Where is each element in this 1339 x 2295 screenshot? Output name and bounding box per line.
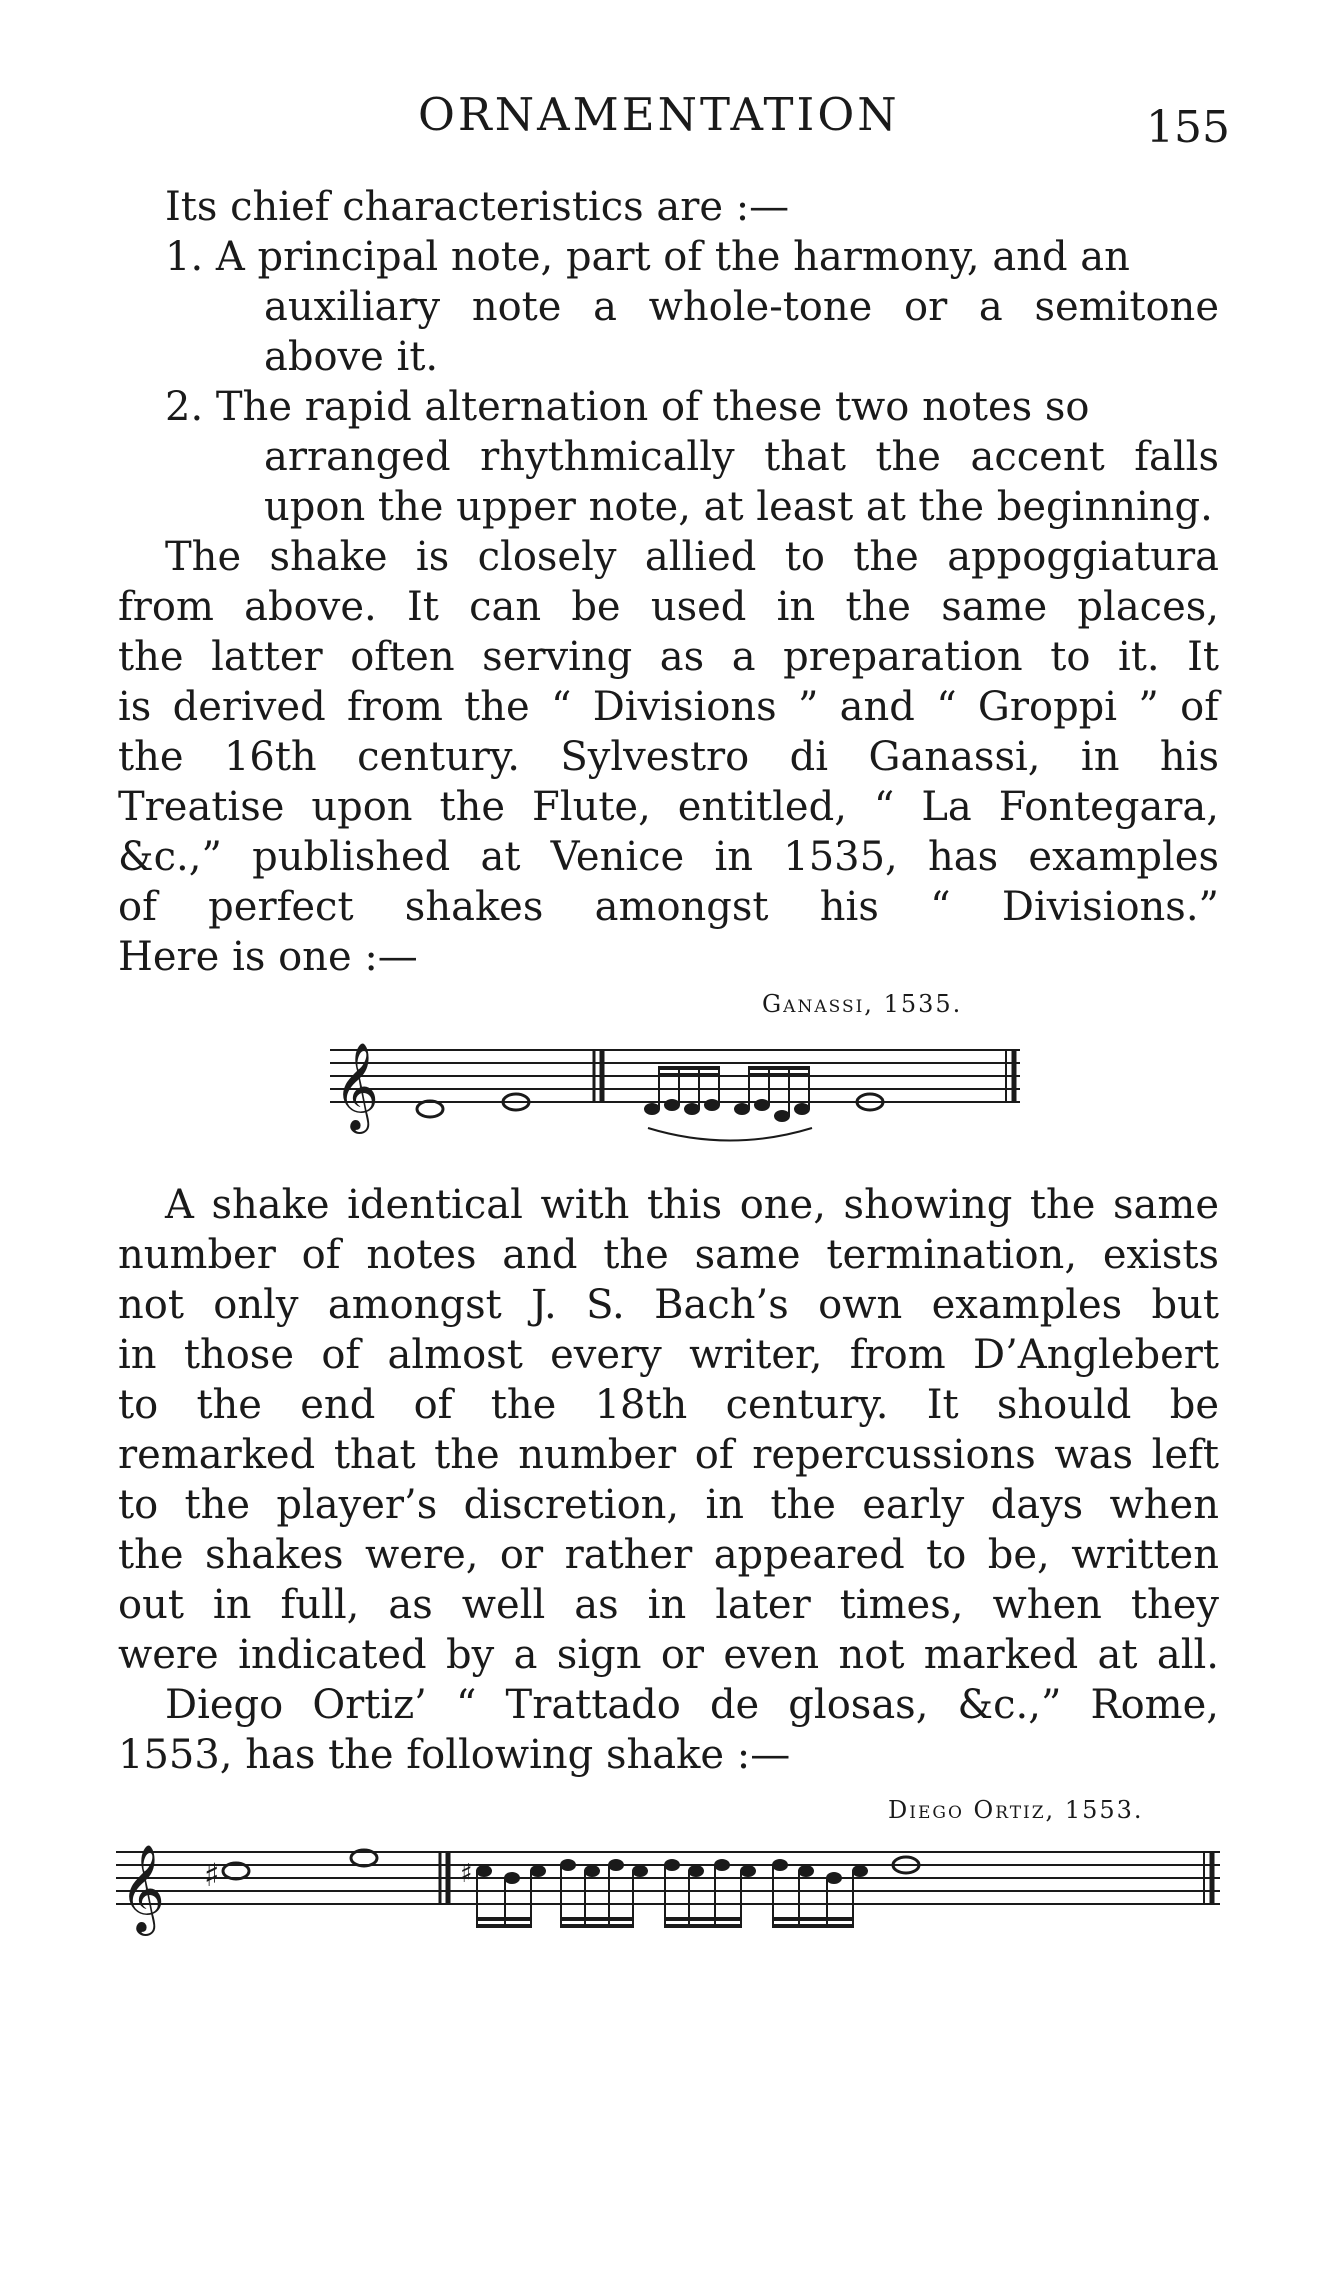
paragraph-line: &c.,” published at Venice in 1535, has examples — [118, 834, 1219, 880]
list-item-1-line-1: 1. A principal note, part of the harmony, and an — [165, 234, 1130, 280]
whole-note — [417, 1101, 443, 1117]
example-caption-ortiz: Diego Ortiz, 1553. — [888, 1796, 1144, 1824]
note-head — [852, 1865, 868, 1877]
note-head — [664, 1859, 680, 1871]
note-head — [688, 1865, 704, 1877]
list-item-2-line-1: 2. The rapid alternation of these two notes so — [165, 384, 1090, 430]
note-head — [772, 1859, 788, 1871]
note-head — [684, 1103, 700, 1115]
music-example-ortiz — [116, 1838, 1220, 1958]
paragraph-line: not only amongst J. S. Bach’s own examples but — [118, 1282, 1219, 1328]
paragraph-line: to the end of the 18th century. It should be — [118, 1382, 1219, 1428]
note-head — [584, 1865, 600, 1877]
paragraph-line: out in full, as well as in later times, when they — [118, 1582, 1219, 1628]
treble-clef-icon: 𝄞 — [120, 1843, 165, 1932]
note-head — [476, 1865, 492, 1877]
intro-line: Its chief characteristics are :— — [165, 184, 790, 230]
paragraph-line: of perfect shakes amongst his “ Divisions.” — [118, 884, 1219, 930]
paragraph-line: 1553, has the following shake :— — [118, 1732, 791, 1778]
paragraph-line: the latter often serving as a preparation to it. It — [118, 634, 1219, 680]
slur — [648, 1128, 812, 1141]
paragraph-line: Here is one :— — [118, 934, 418, 980]
note-head — [740, 1865, 756, 1877]
paragraph-line: is derived from the “ Divisions ” and “ Groppi ” of — [118, 684, 1219, 730]
note-head — [826, 1872, 842, 1884]
paragraph-line: in those of almost every writer, from D’Anglebert — [118, 1332, 1219, 1378]
treble-clef-icon: 𝄞 — [334, 1041, 379, 1130]
paragraph-line: The shake is closely allied to the appoggiatura — [165, 534, 1219, 580]
page-number: 155 — [1146, 102, 1230, 153]
note-head — [774, 1110, 790, 1122]
note-head — [664, 1099, 680, 1111]
paragraph-line: number of notes and the same termination, exists — [118, 1232, 1219, 1278]
sharp-icon: ♯ — [204, 1856, 220, 1894]
sixteenth-note-run — [460, 1859, 868, 1926]
example-caption-ganassi: Ganassi, 1535. — [762, 990, 963, 1018]
note-head — [714, 1859, 730, 1871]
paragraph-line: were indicated by a sign or even not marked at all. — [118, 1632, 1219, 1678]
paragraph-line: from above. It can be used in the same places, — [118, 584, 1219, 630]
sharp-icon: ♯ — [460, 1859, 473, 1889]
note-head — [644, 1103, 660, 1115]
sixteenth-note-run — [644, 1068, 812, 1141]
note-head — [608, 1859, 624, 1871]
paragraph-line: to the player’s discretion, in the early days when — [118, 1482, 1219, 1528]
music-example-ganassi — [330, 1028, 1020, 1168]
note-head — [798, 1865, 814, 1877]
paragraph-line: the shakes were, or rather appeared to be, written — [118, 1532, 1219, 1578]
paragraph-line: Diego Ortiz’ “ Trattado de glosas, &c.,” Rome, — [165, 1682, 1219, 1728]
note-head — [734, 1103, 750, 1115]
note-head — [560, 1859, 576, 1871]
note-head — [794, 1103, 810, 1115]
note-head — [704, 1099, 720, 1111]
paragraph-line: Treatise upon the Flute, entitled, “ La Fontegara, — [118, 784, 1219, 830]
note-head — [754, 1099, 770, 1111]
list-item-2-line-3: upon the upper note, at least at the beginning. — [264, 484, 1213, 530]
running-head-title: ORNAMENTATION — [418, 88, 900, 141]
note-head — [504, 1872, 520, 1884]
note-head — [530, 1865, 546, 1877]
note-head — [632, 1865, 648, 1877]
list-item-1-line-2: auxiliary note a whole-tone or a semitone — [264, 284, 1219, 330]
paragraph-line: A shake identical with this one, showing the same — [165, 1182, 1219, 1228]
list-item-1-line-3: above it. — [264, 334, 439, 380]
paragraph-line: the 16th century. Sylvestro di Ganassi, in his — [118, 734, 1219, 780]
list-item-2-line-2: arranged rhythmically that the accent falls — [264, 434, 1219, 480]
paragraph-line: remarked that the number of repercussions was left — [118, 1432, 1219, 1478]
staff-lines — [116, 1852, 1220, 1904]
